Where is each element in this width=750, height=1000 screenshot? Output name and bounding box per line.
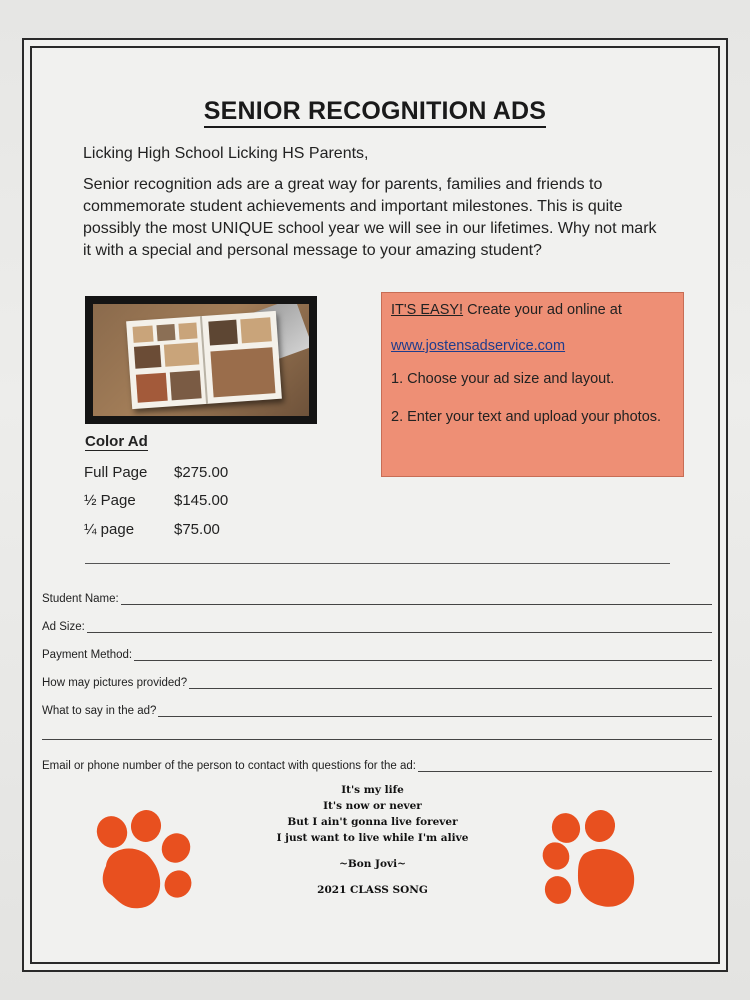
ad-size: ¼ page [84, 521, 135, 538]
ad-price: $75.00 [174, 521, 220, 538]
contact-field[interactable] [42, 754, 712, 772]
color-ad-heading [85, 433, 148, 450]
fill-line[interactable] [134, 647, 712, 661]
yearbook-photo [85, 296, 317, 424]
book-photo [133, 326, 154, 343]
yearbook-photo-scene [93, 304, 309, 416]
song-lyrics [250, 782, 495, 846]
book-photo [208, 320, 238, 346]
greeting: Licking High School Licking HS Parents, [83, 145, 369, 162]
book-photo [156, 324, 175, 341]
lyric-line: I just want to live while I'm alive [276, 832, 469, 844]
book-photo [136, 373, 168, 403]
fill-line[interactable] [189, 675, 712, 689]
jostens-link[interactable]: www.jostensadservice.com [391, 338, 566, 354]
pictures-count-field[interactable] [42, 671, 712, 689]
divider [85, 563, 670, 564]
payment-method-field[interactable] [42, 643, 712, 661]
paw-print-icon [88, 808, 203, 916]
field-label: What to say in the ad? [42, 705, 157, 717]
field-label: Student Name: [42, 593, 119, 605]
fill-line[interactable] [87, 619, 712, 633]
song-author: ~Bon Jovi~ [339, 858, 406, 870]
song-caption: 2021 CLASS SONG [317, 884, 428, 896]
step-1: 1. Choose your ad size and layout. [391, 371, 615, 387]
field-label: Ad Size: [42, 621, 85, 633]
its-easy-text: IT'S EASY! [391, 302, 464, 318]
book-photo [170, 370, 202, 400]
field-label: Payment Method: [42, 649, 133, 661]
instructions-lead [391, 302, 622, 318]
page-title [0, 97, 750, 126]
lyric-line: It's my life [341, 784, 404, 796]
price-row [84, 464, 228, 481]
paw-print-icon [536, 806, 651, 914]
yearbook-graphic [126, 311, 282, 409]
book-photo [164, 342, 199, 366]
field-label: How may pictures provided? [42, 677, 188, 689]
price-row [84, 492, 228, 509]
ad-price: $145.00 [174, 492, 229, 509]
page-title-text: SENIOR RECOGNITION ADS [204, 97, 546, 128]
ad-message-field[interactable] [42, 699, 712, 717]
field-label: Email or phone number of the person to contact with questions for the ad: [42, 760, 416, 772]
create-ad-text: Create your ad online at [463, 302, 622, 318]
intro-paragraph: Senior recognition ads are a great way for parents, families and friends to commemorate student achievements and important milestones. This is quite possibly the most UNIQUE school year we will see in our lifetimes. Why not mark it with a special and personal message to your amazing student? [83, 176, 657, 259]
fill-line[interactable] [418, 758, 712, 772]
book-photo [210, 347, 275, 397]
lyric-line: But I ain't gonna live forever [287, 816, 458, 828]
fill-line[interactable] [121, 591, 712, 605]
lyric-line: It's now or never [323, 800, 422, 812]
price-row [84, 521, 220, 538]
student-name-field[interactable] [42, 587, 712, 605]
book-photo [240, 317, 272, 343]
book-photo [134, 345, 161, 369]
ad-size: ½ Page [84, 492, 136, 509]
ad-price: $275.00 [174, 464, 229, 481]
ad-message-extra-line[interactable] [42, 739, 712, 740]
color-ad-heading-text: Color Ad [85, 433, 148, 450]
step-2: 2. Enter your text and upload your photos. [391, 409, 662, 425]
book-photo [178, 322, 197, 339]
fill-line[interactable] [158, 703, 712, 717]
ad-size-field[interactable] [42, 615, 712, 633]
ad-size: Full Page [84, 464, 148, 481]
instructions-box [381, 292, 684, 477]
